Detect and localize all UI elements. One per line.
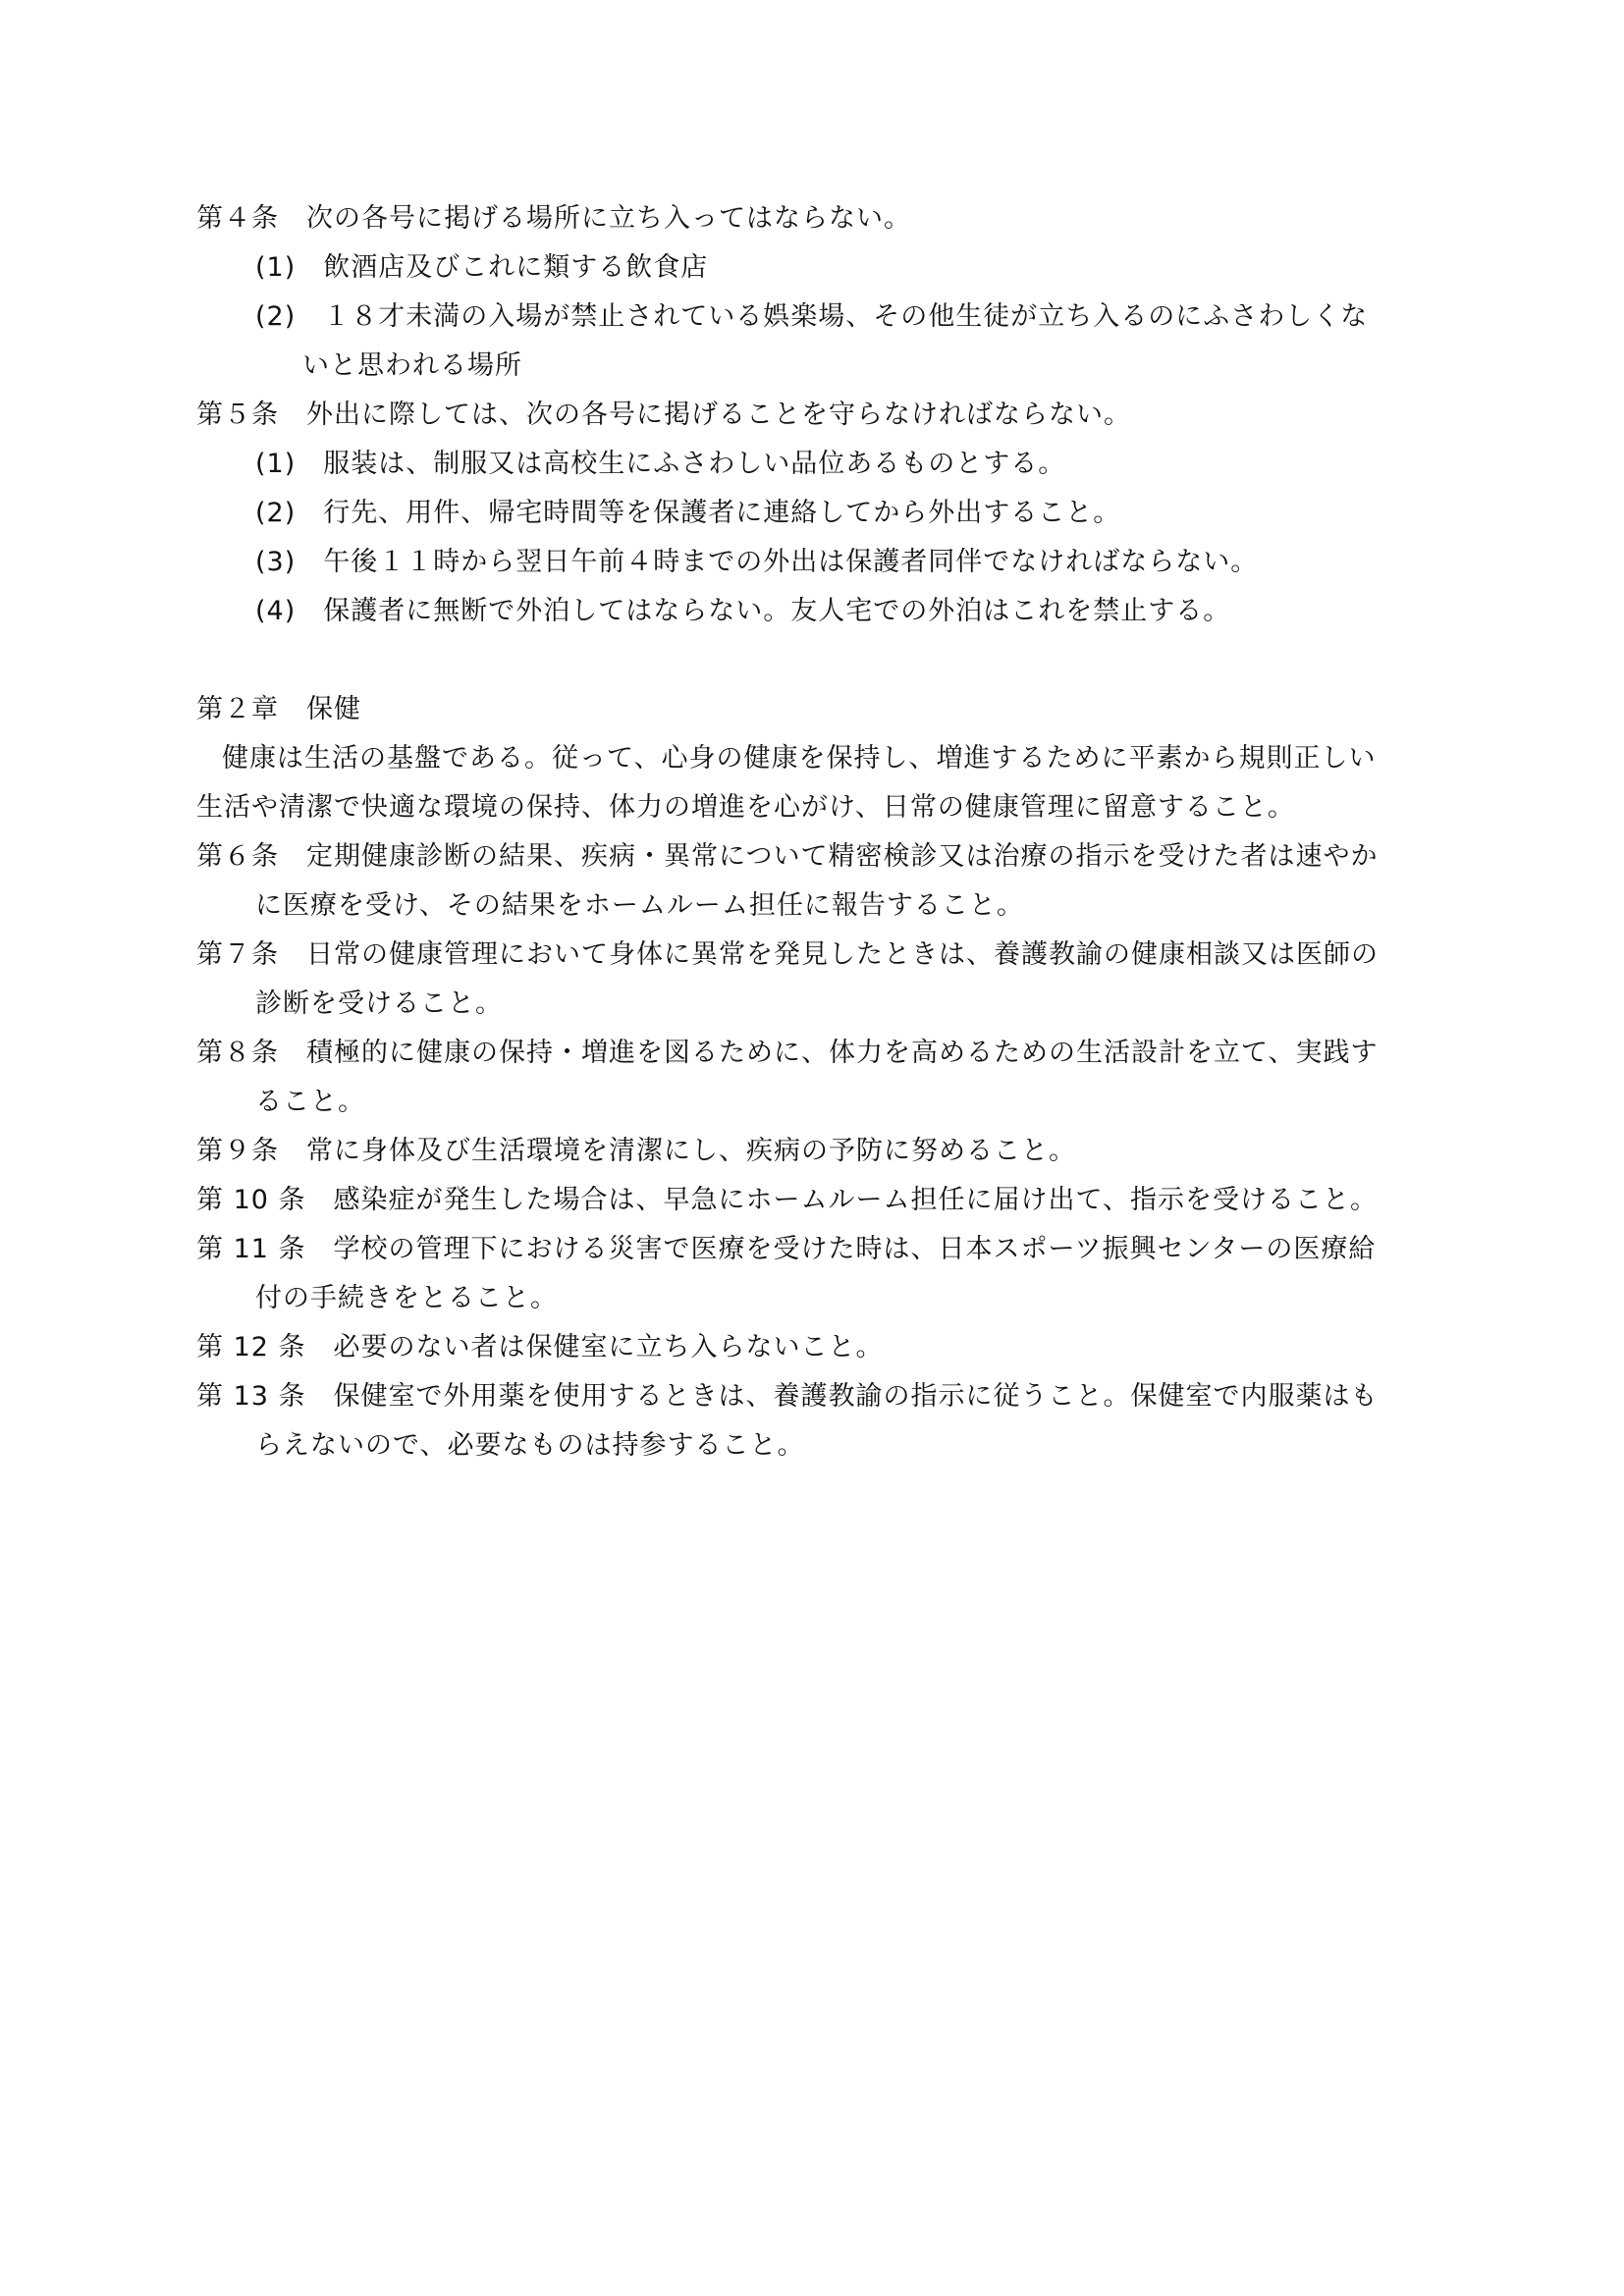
article-5-item-1: (1) 服装は、制服又は高校生にふさわしい品位あるものとする。 [255, 449, 1066, 479]
article-13: 第 13 条 保健室で外用薬を使用するときは、養護教諭の指示に従うこと。保健室で内服薬はも [196, 1381, 1379, 1412]
article-5-item-4: (4) 保護者に無断で外泊してはならない。友人宅での外泊はこれを禁止する。 [255, 596, 1231, 626]
article-7: 第７条 日常の健康管理において身体に異常を発見したときは、養護教諭の健康相談又は医師の [196, 939, 1379, 970]
article-5-heading: 第５条 外出に際しては、次の各号に掲げることを守らなければならない。 [196, 400, 1131, 430]
article-12: 第 12 条 必要のない者は保健室に立ち入らないこと。 [196, 1332, 884, 1362]
article-7-cont: 診断を受けること。 [255, 988, 503, 1019]
article-11: 第 11 条 学校の管理下における災害で医療を受けた時は、日本スポーツ振興センターの医療給 [196, 1234, 1377, 1264]
article-13-cont: らえないので、必要なものは持参すること。 [255, 1430, 805, 1461]
chapter-2-intro: 健康は生活の基盤である。従って、心身の健康を保持し、増進するために平素から規則正しい [222, 743, 1377, 774]
article-8: 第８条 積極的に健康の保持・増進を図るために、体力を高めるための生活設計を立て、実践す [196, 1038, 1379, 1068]
article-6: 第６条 定期健康診断の結果、疾病・異常について精密検診又は治療の指示を受けた者は速やか [196, 841, 1379, 872]
article-8-cont: ること。 [255, 1087, 365, 1117]
article-4-item-1: (1) 飲酒店及びこれに類する飲食店 [255, 252, 709, 283]
article-5-item-3: (3) 午後１１時から翌日午前４時までの外出は保護者同伴でなければならない。 [255, 547, 1259, 577]
article-6-cont: に医療を受け、その結果をホームルーム担任に報告すること。 [255, 890, 1024, 921]
section-spacer [196, 636, 1443, 685]
document-body [196, 194, 1443, 1470]
article-9: 第９条 常に身体及び生活環境を清潔にし、疾病の予防に努めること。 [196, 1136, 1076, 1166]
article-5-item-2: (2) 行先、用件、帰宅時間等を保護者に連絡してから外出すること。 [255, 498, 1121, 528]
article-11-cont: 付の手続きをとること。 [255, 1283, 558, 1313]
chapter-2-intro-cont: 生活や清潔で快適な環境の保持、体力の増進を心がけ、日常の健康管理に留意すること。 [196, 792, 1295, 823]
article-10: 第 10 条 感染症が発生した場合は、早急にホームルーム担任に届け出て、指示を受けること。 [196, 1185, 1378, 1215]
chapter-2-title: 第２章 保健 [196, 694, 361, 724]
article-4-heading: 第４条 次の各号に掲げる場所に立ち入ってはならない。 [196, 203, 911, 234]
article-4-item-2: (2) １８才未満の入場が禁止されている娯楽場、その他生徒が立ち入るのにふさわしくな [255, 301, 1369, 332]
article-4-item-2-cont: いと思われる場所 [302, 350, 522, 381]
